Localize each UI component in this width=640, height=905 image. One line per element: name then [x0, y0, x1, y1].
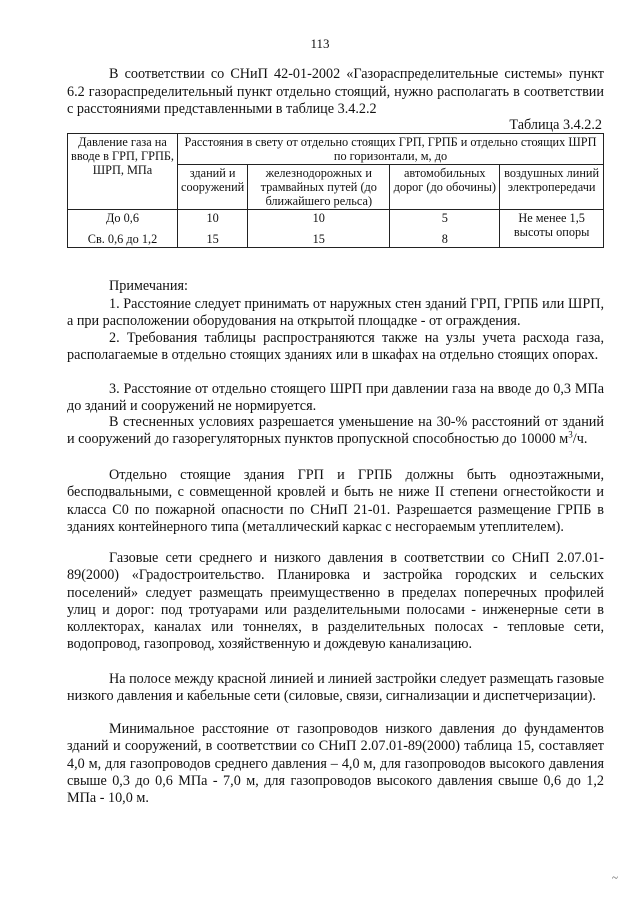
- minimum-distance-paragraph: Минимальное расстояние от газопроводов низкого давления до фундаментов зданий и сооружений, в соответствии со СНиП 2.07.01-89(2000) таблица 15, составляет 4,0 м, для газопроводов среднего давления – 4,0 м, для газопроводов высокого давления свыше 0,3 до 0,6 МПа - 7,0 м, для газопроводов высокого давления свыше 0,6 до 1,2 МПа - 10,0 м.: [67, 721, 604, 807]
- red-line-paragraph: На полосе между красной линией и линией застройки следует размещать газовые низкого давления и кабельные сети (силовые, связи, сигнализации и диспетчеризации).: [67, 671, 604, 705]
- reduction-paragraph: [67, 414, 604, 449]
- page-number: 113: [310, 36, 330, 51]
- corner-mark: ~: [612, 872, 618, 884]
- subheader-buildings: зданий и сооружений: [178, 165, 248, 210]
- reduction-text-end: /ч.: [572, 431, 588, 448]
- note-2: 2. Требования таблицы распространяются также на узлы учета расхода газа, располагаемые в отдельно стоящих зданиях или в шкафах на отдельно стоящих опорах.: [67, 330, 604, 364]
- distance-table: [67, 133, 604, 248]
- subheader-roads: автомобильных дорог (до обочины): [390, 165, 500, 210]
- header-pressure: Давление газа на вводе в ГРП, ГРПБ, ШРП, МПа: [68, 134, 178, 210]
- networks-paragraph: Газовые сети среднего и низкого давления в соответствии со СНиП 2.07.01-89(2000) «Градостроительство. Планировка и застройка городских и сельских поселений» следует размещать преимущественно в пределах поперечных профилей улиц и дорог: под тротуарами или разделительными полосами - инженерные сети в коллекторах, каналах или тоннелях, в разделительных полосах - тепловые сети, водопровод, газопровод, хозяйственную и дождевую канализацию.: [67, 550, 604, 653]
- cell-roads: 5: [390, 210, 500, 227]
- cell-power-lines: Не менее 1,5 высоты опоры: [500, 210, 604, 248]
- cell-rail: 10: [248, 210, 390, 227]
- header-group: Расстояния в свету от отдельно стоящих ГРП, ГРПБ и отдельно стоящих ШРП по горизонтали, м, до: [178, 134, 604, 165]
- note-3: 3. Расстояние от отдельно стоящего ШРП при давлении газа на вводе до 0,3 МПа до зданий и сооружений не нормируется.: [67, 381, 604, 415]
- table-row: [68, 210, 604, 227]
- cell-pressure: До 0,6: [68, 210, 178, 227]
- cell-pressure: Св. 0,6 до 1,2: [68, 226, 178, 248]
- table-caption: Таблица 3.4.2.2: [509, 117, 602, 133]
- subheader-power-lines: воздушных линий электропередачи: [500, 165, 604, 210]
- cell-roads: 8: [390, 226, 500, 248]
- buildings-paragraph: Отдельно стоящие здания ГРП и ГРПБ должны быть одноэтажными, бесподвальными, с совмещенной кровлей и быть не ниже II степени огнестойкости и класса С0 по пожарной опасности по СНиП 21-01. Разрешается размещение ГРПБ в зданиях контейнерного типа (металлический каркас с несгораемым утеплителем).: [67, 467, 604, 535]
- reduction-text: В стесненных условиях разрешается уменьшение на 30-% расстояний от зданий и сооружений до газорегуляторных пунктов пропускной способностью до 10000 м: [67, 414, 604, 448]
- notes-title: Примечания:: [109, 278, 188, 294]
- note-1: 1. Расстояние следует принимать от наружных стен зданий ГРП, ГРПБ или ШРП, а при расположении оборудования на открытой площадке - от ограждения.: [67, 296, 604, 330]
- cell-rail: 15: [248, 226, 390, 248]
- intro-paragraph: В соответствии со СНиП 42-01-2002 «Газораспределительные системы» пункт 6.2 газораспределительный пункт отдельно стоящий, нужно располагать в соответствии с расстояниями представленными в таблице 3.4.2.2: [67, 66, 604, 117]
- cell-buildings: 10: [178, 210, 248, 227]
- subheader-rail: железнодорожных и трамвайных путей (до ближайшего рельса): [248, 165, 390, 210]
- reduction-superscript: 3: [568, 429, 573, 440]
- cell-buildings: 15: [178, 226, 248, 248]
